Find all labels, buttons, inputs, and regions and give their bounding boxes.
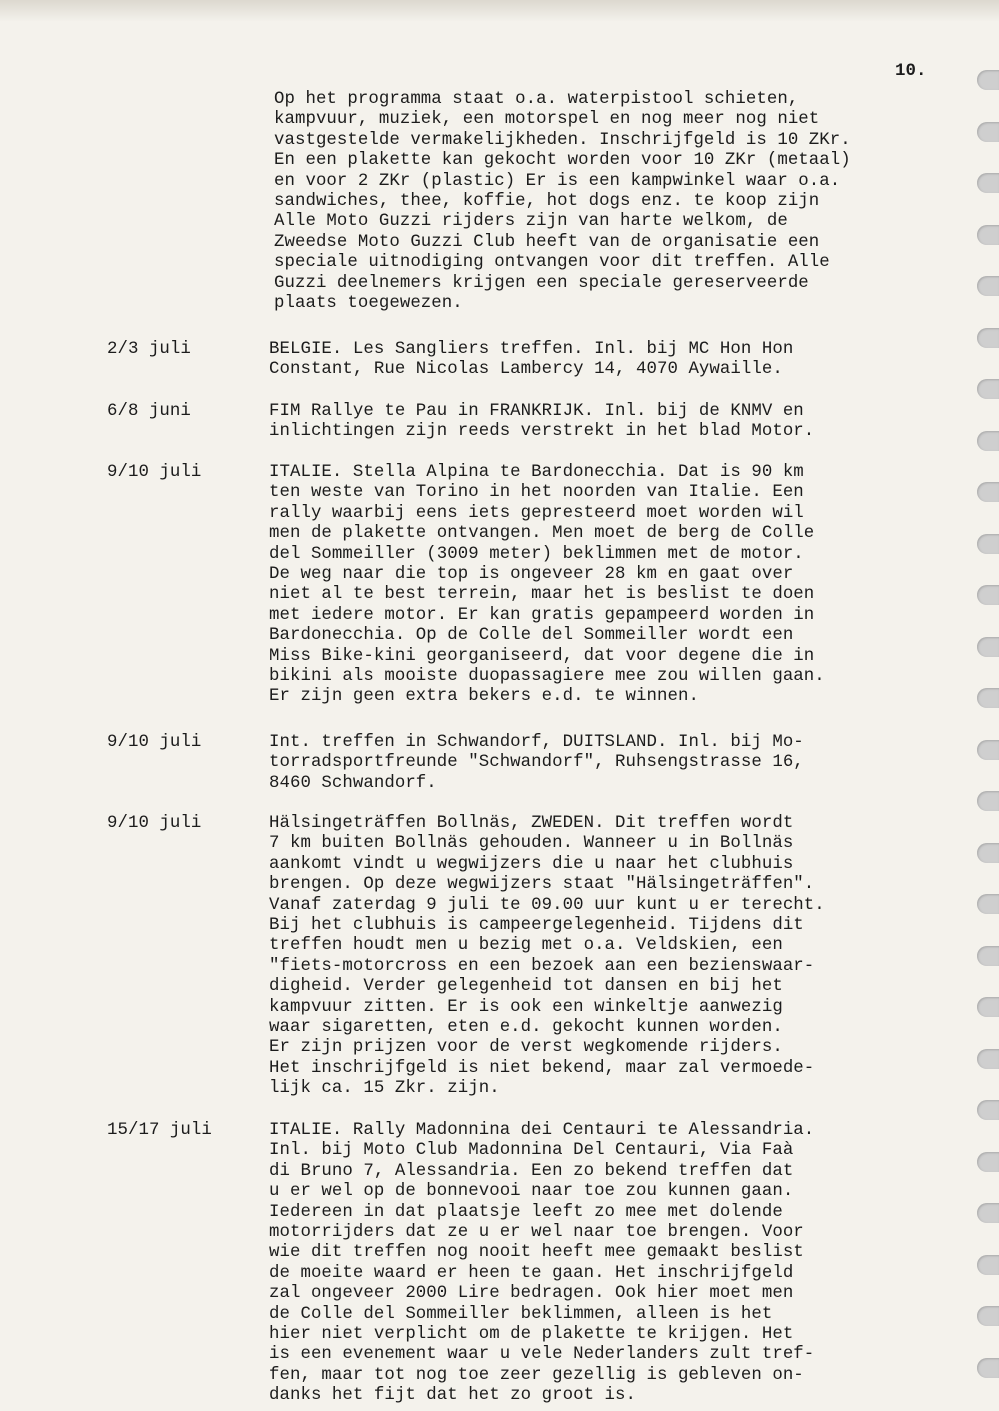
binder-hole bbox=[977, 482, 999, 502]
event-description-line: niet al te best terrein, maar het is beslist te doen bbox=[269, 585, 815, 605]
event-description-line: u er wel op de bonnevooi naar toe zou kunnen gaan. bbox=[269, 1182, 794, 1202]
event-description-line: Vanaf zaterdag 9 juli te 09.00 uur kunt u er terecht. bbox=[269, 895, 825, 915]
event-description-line: del Sommeiller (3009 meter) beklimmen met de motor. bbox=[269, 544, 804, 564]
binder-hole bbox=[977, 1306, 999, 1326]
event-description-line: motorrijders dat ze u er wel naar toe brengen. Voor bbox=[269, 1223, 804, 1243]
event-description-line: bikini als mooiste duopassagiere mee zou willen gaan. bbox=[269, 667, 825, 687]
event-description-line: 8460 Schwandorf. bbox=[269, 773, 437, 793]
event-description-line: danks het fijt dat het zo groot is. bbox=[269, 1386, 637, 1406]
binder-hole bbox=[977, 1152, 999, 1172]
event-description-line: ten weste van Torino in het noorden van Italie. Een bbox=[269, 483, 804, 503]
binder-hole bbox=[977, 534, 999, 554]
binder-hole bbox=[977, 1358, 999, 1378]
event-description-line: kampvuur zitten. Er is ook een winkeltje aanwezig bbox=[269, 997, 783, 1017]
event-description-line: de Colle del Sommeiller beklimmen, alleen is het bbox=[269, 1304, 773, 1324]
event-description-line: Er zijn prijzen voor de verst wegkomende rijders. bbox=[269, 1038, 783, 1058]
event-description-line: brengen. Op deze wegwijzers staat "Hälsingeträffen". bbox=[269, 875, 815, 895]
page-number: 10. bbox=[895, 62, 927, 81]
binder-hole bbox=[977, 431, 999, 451]
event-description-line: lijk ca. 15 Zkr. zijn. bbox=[269, 1079, 500, 1099]
event-description-line: 7 km buiten Bollnäs gehouden. Wanneer u in Bollnäs bbox=[269, 834, 794, 854]
event-description bbox=[269, 340, 793, 381]
binder-hole bbox=[977, 276, 999, 296]
binder-hole bbox=[977, 122, 999, 142]
event-description-line: is een evenement waar u vele Nederlanders zult tref- bbox=[269, 1345, 815, 1365]
event-description-line: Constant, Rue Nicolas Lambercy 14, 4070 Aywaille. bbox=[269, 360, 783, 380]
intro-paragraph bbox=[274, 90, 851, 314]
event-description-line: Int. treffen in Schwandorf, DUITSLAND. Inl. bij Mo- bbox=[269, 733, 804, 752]
event-description-line: ITALIE. Rally Madonnina dei Centauri te Alessandria. bbox=[269, 1121, 815, 1140]
binder-hole bbox=[977, 379, 999, 399]
event-description-line: de moeite waard er heen te gaan. Het inschrijfgeld bbox=[269, 1263, 794, 1283]
intro-line: Op het programma staat o.a. waterpistool schieten, bbox=[274, 90, 799, 109]
binder-hole bbox=[977, 225, 999, 245]
binder-hole bbox=[977, 997, 999, 1017]
intro-line: Zweedse Moto Guzzi Club heeft van de organisatie een bbox=[274, 232, 820, 252]
binder-hole bbox=[977, 637, 999, 657]
intro-line: En een plakette kan gekocht worden voor 10 ZKr (metaal) bbox=[274, 151, 851, 171]
event-description-line: rally waarbij eens iets gepresteerd moet worden wil bbox=[269, 503, 804, 523]
event-description-line: digheid. Verder gelegenheid tot dansen en bij het bbox=[269, 977, 783, 997]
event-description bbox=[269, 733, 804, 794]
event-date: 6/8 juni bbox=[107, 402, 191, 421]
event-description-line: torradsportfreunde "Schwandorf", Ruhsengstrasse 16, bbox=[269, 753, 804, 773]
intro-line: en voor 2 ZKr (plastic) Er is een kampwinkel waar o.a. bbox=[274, 171, 841, 191]
binder-hole bbox=[977, 740, 999, 760]
event-description-line: inlichtingen zijn reeds verstrekt in het blad Motor. bbox=[269, 422, 815, 442]
event-description-line: aankomt vindt u wegwijzers die u naar het clubhuis bbox=[269, 854, 794, 874]
event-description-line: fen, maar tot nog toe zeer gezellig is gebleven on- bbox=[269, 1365, 804, 1385]
event-description-line: Bardonecchia. Op de Colle del Sommeiller wordt een bbox=[269, 626, 794, 646]
event-description-line: Er zijn geen extra bekers e.d. te winnen. bbox=[269, 687, 699, 707]
binder-hole bbox=[977, 843, 999, 863]
intro-line: speciale uitnodiging ontvangen voor dit treffen. Alle bbox=[274, 253, 830, 273]
event-description-line: met iedere motor. Er kan gratis gepampeerd worden in bbox=[269, 605, 815, 625]
binder-hole bbox=[977, 688, 999, 708]
binder-hole bbox=[977, 173, 999, 193]
event-description-line: Bij het clubhuis is campeergelegenheid. Tijdens dit bbox=[269, 916, 804, 936]
intro-line: Alle Moto Guzzi rijders zijn van harte welkom, de bbox=[274, 212, 788, 232]
intro-line: vastgestelde vermakelijkheden. Inschrijfgeld is 10 ZKr. bbox=[274, 130, 851, 150]
event-date: 9/10 juli bbox=[107, 733, 202, 752]
intro-line: sandwiches, thee, koffie, hot dogs enz. te koop zijn bbox=[274, 192, 820, 212]
event-description-line: di Bruno 7, Alessandria. Een zo bekend treffen dat bbox=[269, 1161, 794, 1181]
binder-hole bbox=[977, 1203, 999, 1223]
event-description-line: Het inschrijfgeld is niet bekend, maar zal vermoede- bbox=[269, 1058, 815, 1078]
event-description bbox=[269, 402, 814, 443]
event-description-line: BELGIE. Les Sangliers treffen. Inl. bij MC Hon Hon bbox=[269, 340, 794, 359]
event-description-line: zal ongeveer 2000 Lire bedragen. Ook hier moet men bbox=[269, 1284, 794, 1304]
event-date: 9/10 juli bbox=[107, 463, 202, 482]
event-description bbox=[269, 814, 825, 1100]
binder-holes bbox=[969, 60, 999, 1400]
event-description-line: Hälsingeträffen Bollnäs, ZWEDEN. Dit treffen wordt bbox=[269, 814, 794, 833]
binder-hole bbox=[977, 791, 999, 811]
event-description-line: waar sigaretten, eten e.d. gekocht kunnen worden. bbox=[269, 1018, 783, 1038]
binder-hole bbox=[977, 328, 999, 348]
event-description-line: treffen houdt men u bezig met o.a. Veldskien, een bbox=[269, 936, 783, 956]
intro-line: kampvuur, muziek, een motorspel en nog meer nog niet bbox=[274, 110, 820, 130]
intro-line: plaats toegewezen. bbox=[274, 294, 463, 314]
event-description-line: "fiets-motorcross en een bezoek aan een bezienswaar- bbox=[269, 956, 815, 976]
intro-line: Guzzi deelnemers krijgen een speciale gereserveerde bbox=[274, 273, 809, 293]
binder-hole bbox=[977, 946, 999, 966]
event-description-line: Inl. bij Moto Club Madonnina Del Centauri, Via Faà bbox=[269, 1141, 794, 1161]
binder-hole bbox=[977, 1049, 999, 1069]
event-description bbox=[269, 1121, 814, 1407]
binder-hole bbox=[977, 1255, 999, 1275]
event-description-line: Iedereen in dat plaatsje leeft zo mee met dolende bbox=[269, 1202, 783, 1222]
event-date: 9/10 juli bbox=[107, 814, 202, 833]
paper-top-edge bbox=[0, 0, 999, 22]
event-description-line: Miss Bike-kini georganiseerd, dat voor degene die in bbox=[269, 646, 815, 666]
event-description-line: wie dit treffen nog nooit heeft mee gemaakt beslist bbox=[269, 1243, 804, 1263]
binder-hole bbox=[977, 1100, 999, 1120]
event-description-line: FIM Rallye te Pau in FRANKRIJK. Inl. bij de KNMV en bbox=[269, 402, 804, 421]
event-description-line: men de plakette ontvangen. Men moet de berg de Colle bbox=[269, 524, 815, 544]
event-date: 15/17 juli bbox=[107, 1121, 212, 1140]
event-description bbox=[269, 463, 825, 708]
event-description-line: ITALIE. Stella Alpina te Bardonecchia. Dat is 90 km bbox=[269, 463, 804, 482]
binder-hole bbox=[977, 894, 999, 914]
event-description-line: De weg naar die top is ongeveer 28 km en gaat over bbox=[269, 565, 794, 585]
event-description-line: hier niet verplicht om de plakette te krijgen. Het bbox=[269, 1325, 794, 1345]
binder-hole bbox=[977, 585, 999, 605]
event-date: 2/3 juli bbox=[107, 340, 191, 359]
binder-hole bbox=[977, 70, 999, 90]
